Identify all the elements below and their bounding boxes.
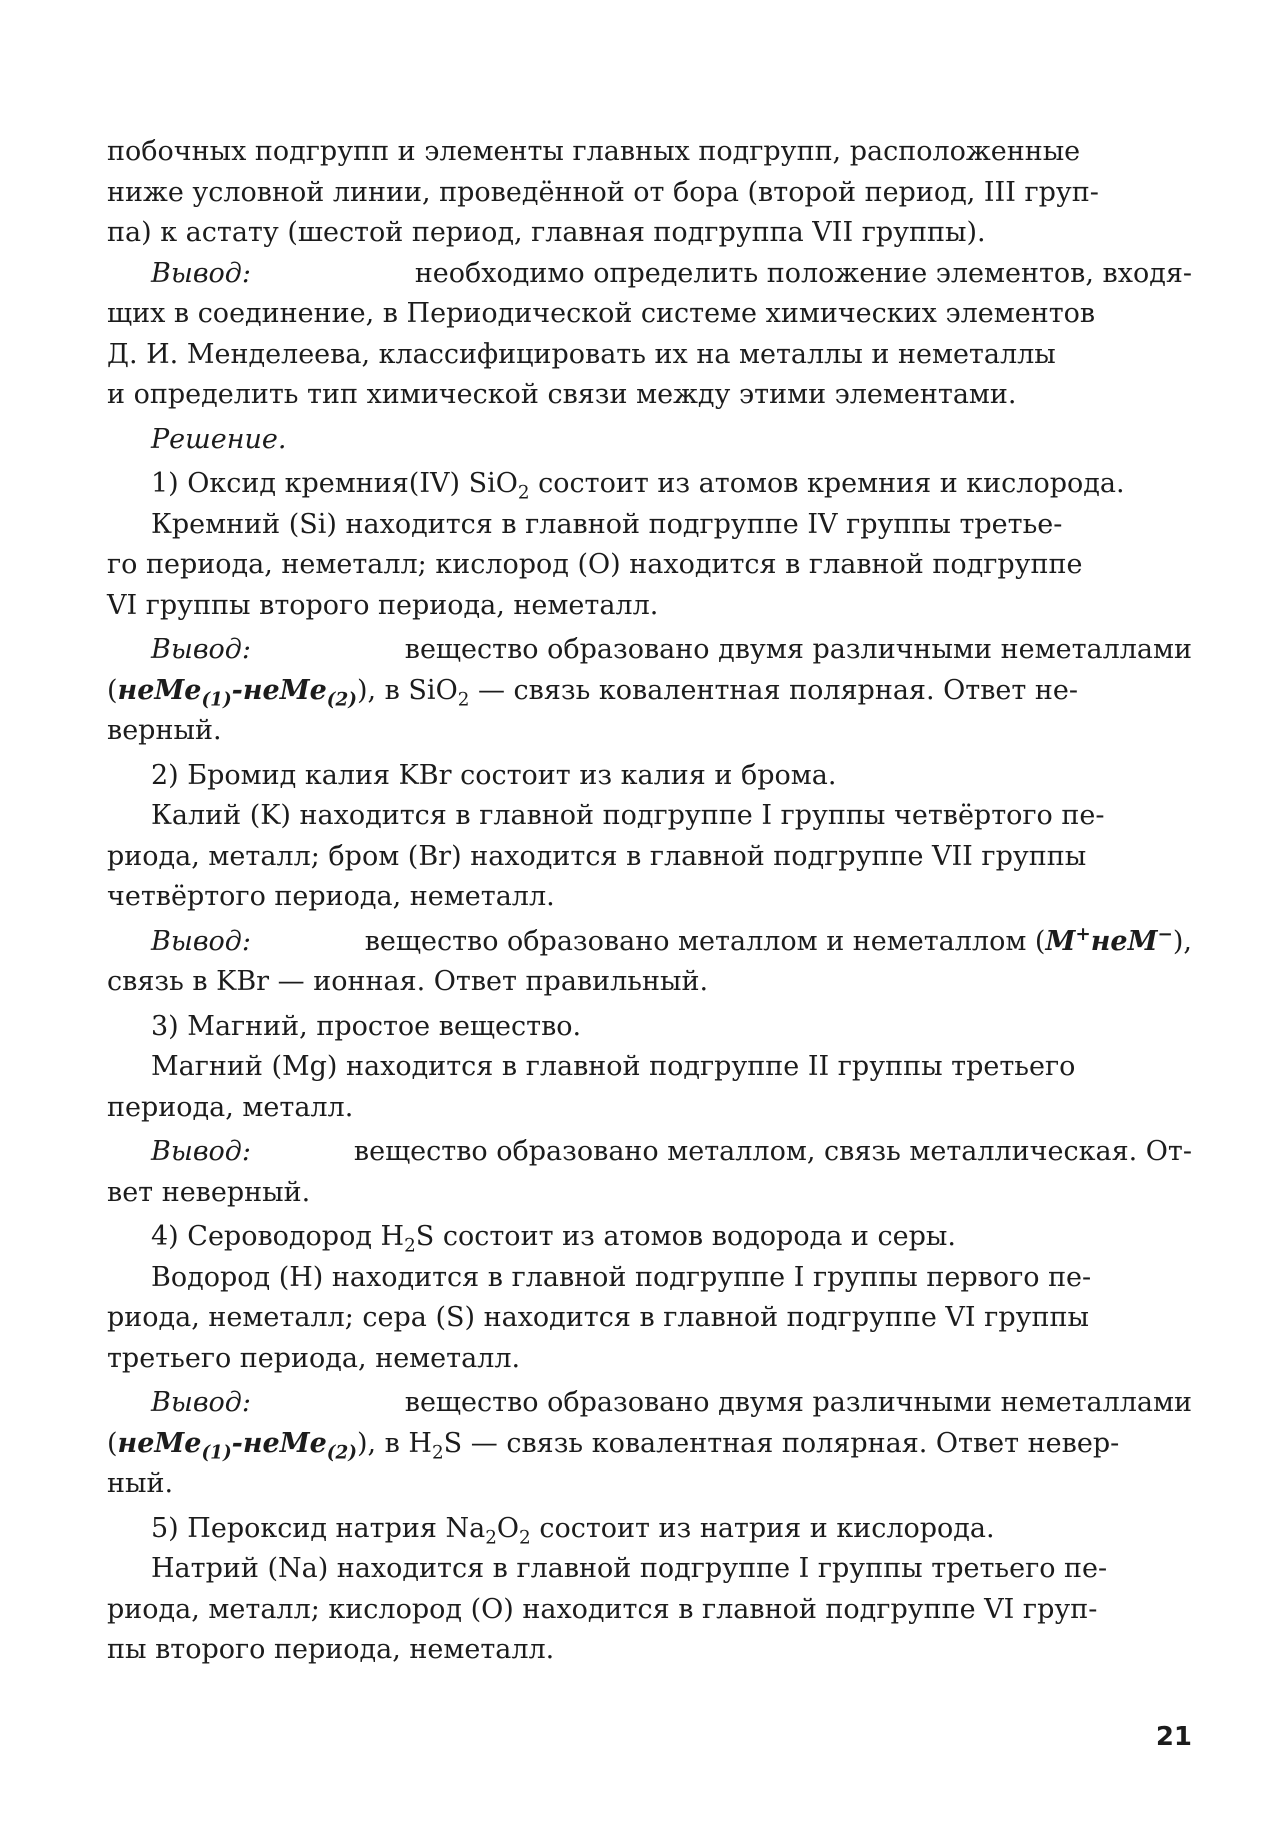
text: VI группы второго периода, неметалл. (107, 589, 659, 621)
text-line (107, 837, 1192, 878)
text-line (107, 132, 1192, 173)
text-line (107, 545, 1192, 586)
text: и определить тип химической связи между этими элементами. (107, 379, 1017, 410)
text: ный. (107, 1468, 174, 1499)
text-line (107, 254, 1192, 295)
vyvod-label: Вывод: (151, 1136, 252, 1167)
text: вещество образовано двумя различными неметаллами (404, 634, 1192, 665)
text-line (107, 1258, 1192, 1299)
text: Водород (H) находится в главной подгруппе I группы первого пе- (151, 1261, 1092, 1293)
text-line (107, 213, 1192, 254)
text: пы второго периода, неметалл. (107, 1634, 555, 1665)
text: Натрий (Na) находится в главной подгруппе I группы третьего пе- (151, 1553, 1108, 1584)
text: риода, металл; бром (Br) находится в главной подгруппе VII группы (107, 840, 1087, 872)
text: ниже условной линии, проведённой от бора (второй период, III груп- (107, 176, 1099, 208)
text-line (107, 1630, 1192, 1671)
text: го периода, неметалл; кислород (O) находится в главной подгруппе (107, 549, 1083, 580)
text-line (107, 671, 1192, 712)
text: па) к астату (шестой период, главная подгруппа VII группы). (107, 217, 986, 248)
text: Д. И. Менделеева, классифицировать их на металлы и неметаллы (107, 338, 1056, 370)
text-line (107, 756, 1192, 797)
text-line (107, 1217, 1192, 1258)
text-line (107, 711, 1192, 752)
vyvod-label: Вывод: (151, 925, 252, 957)
text: периода, металл. (107, 1091, 354, 1123)
page-text (107, 132, 1192, 1671)
text: вет неверный. (107, 1176, 311, 1208)
text-line (107, 962, 1192, 1003)
text: вещество образовано двумя различными неметаллами (404, 1387, 1192, 1418)
text: необходимо определить положение элементов, входя- (414, 257, 1192, 289)
text: 2) Бромид калия KBr состоит из калия и брома. (151, 759, 837, 791)
text: Решение. (151, 423, 287, 455)
text: 3) Магний, простое вещество. (151, 1010, 582, 1042)
text-line (107, 1088, 1192, 1129)
text: верный. (107, 715, 222, 746)
text: третьего периода, неметалл. (107, 1342, 521, 1374)
text-line (107, 294, 1192, 335)
vyvod-label: Вывод: (151, 257, 252, 289)
text: 4) Сероводород $H_2S$ состоит из атомов водорода и серы. (151, 1221, 956, 1257)
text: связь в KBr — ионная. Ответ правильный. (107, 966, 709, 997)
text-line (107, 1464, 1192, 1505)
text-line (107, 375, 1192, 416)
text: Кремний (Si) находится в главной подгруппе IV группы третье- (151, 508, 1063, 540)
vyvod-label: Вывод: (151, 634, 252, 665)
text-line (107, 173, 1192, 214)
text: четвёртого периода, неметалл. (107, 881, 555, 912)
text: риода, неметалл; сера (S) находится в главной подгруппе VI группы (107, 1302, 1089, 1333)
vyvod-label: Вывод: (151, 1387, 252, 1418)
text: 5) Пероксид натрия $Na_2O_2$ состоит из натрия и кислорода. (151, 1512, 995, 1548)
text-line (107, 1383, 1192, 1424)
text: 1) Оксид кремния(IV) SiO$_2$ состоит из атомов кремния и кислорода. (151, 468, 1125, 504)
text-line (107, 335, 1192, 376)
text-line (107, 1424, 1192, 1465)
text-line (107, 630, 1192, 671)
text-line (107, 1132, 1192, 1173)
text-line (107, 796, 1192, 837)
text: побочных подгрупп и элементы главных подгрупп, расположенные (107, 136, 1081, 167)
page-number: 21 (1155, 1722, 1192, 1752)
text-line (107, 464, 1192, 505)
text: вещество образовано металлом и неметаллом (M+неМ−), (364, 923, 1192, 957)
text: Калий (K) находится в главной подгруппе I группы четвёртого пе- (151, 800, 1105, 831)
text-line (107, 505, 1192, 546)
text: Магний (Mg) находится в главной подгруппе II группы третьего (151, 1051, 1076, 1082)
text-line (107, 1047, 1192, 1088)
formula: (неМе$_{(1)}$-неМе$_{(2)}$), в SiO$_2$ — связь ковалентная полярная. Ответ не- (107, 674, 1078, 710)
text-line (107, 1173, 1192, 1214)
text: щих в соединение, в Периодической системе химических элементов (107, 298, 1096, 329)
text-line (107, 1590, 1192, 1631)
solution-heading (107, 420, 1192, 461)
text-line (107, 922, 1192, 963)
text-line (107, 1007, 1192, 1048)
text-line (107, 586, 1192, 627)
text-line (107, 1339, 1192, 1380)
text-line (107, 877, 1192, 918)
text-line (107, 1298, 1192, 1339)
text-line (107, 1549, 1192, 1590)
formula: (неМе$_{(1)}$-неМе$_{(2)}$), в $H_2S$ — связь ковалентная полярная. Ответ невер- (107, 1427, 1120, 1463)
text: вещество образовано металлом, связь металлическая. От- (353, 1136, 1192, 1167)
text-line (107, 1509, 1192, 1550)
text: риода, металл; кислород (O) находится в главной подгруппе VI груп- (107, 1593, 1098, 1625)
